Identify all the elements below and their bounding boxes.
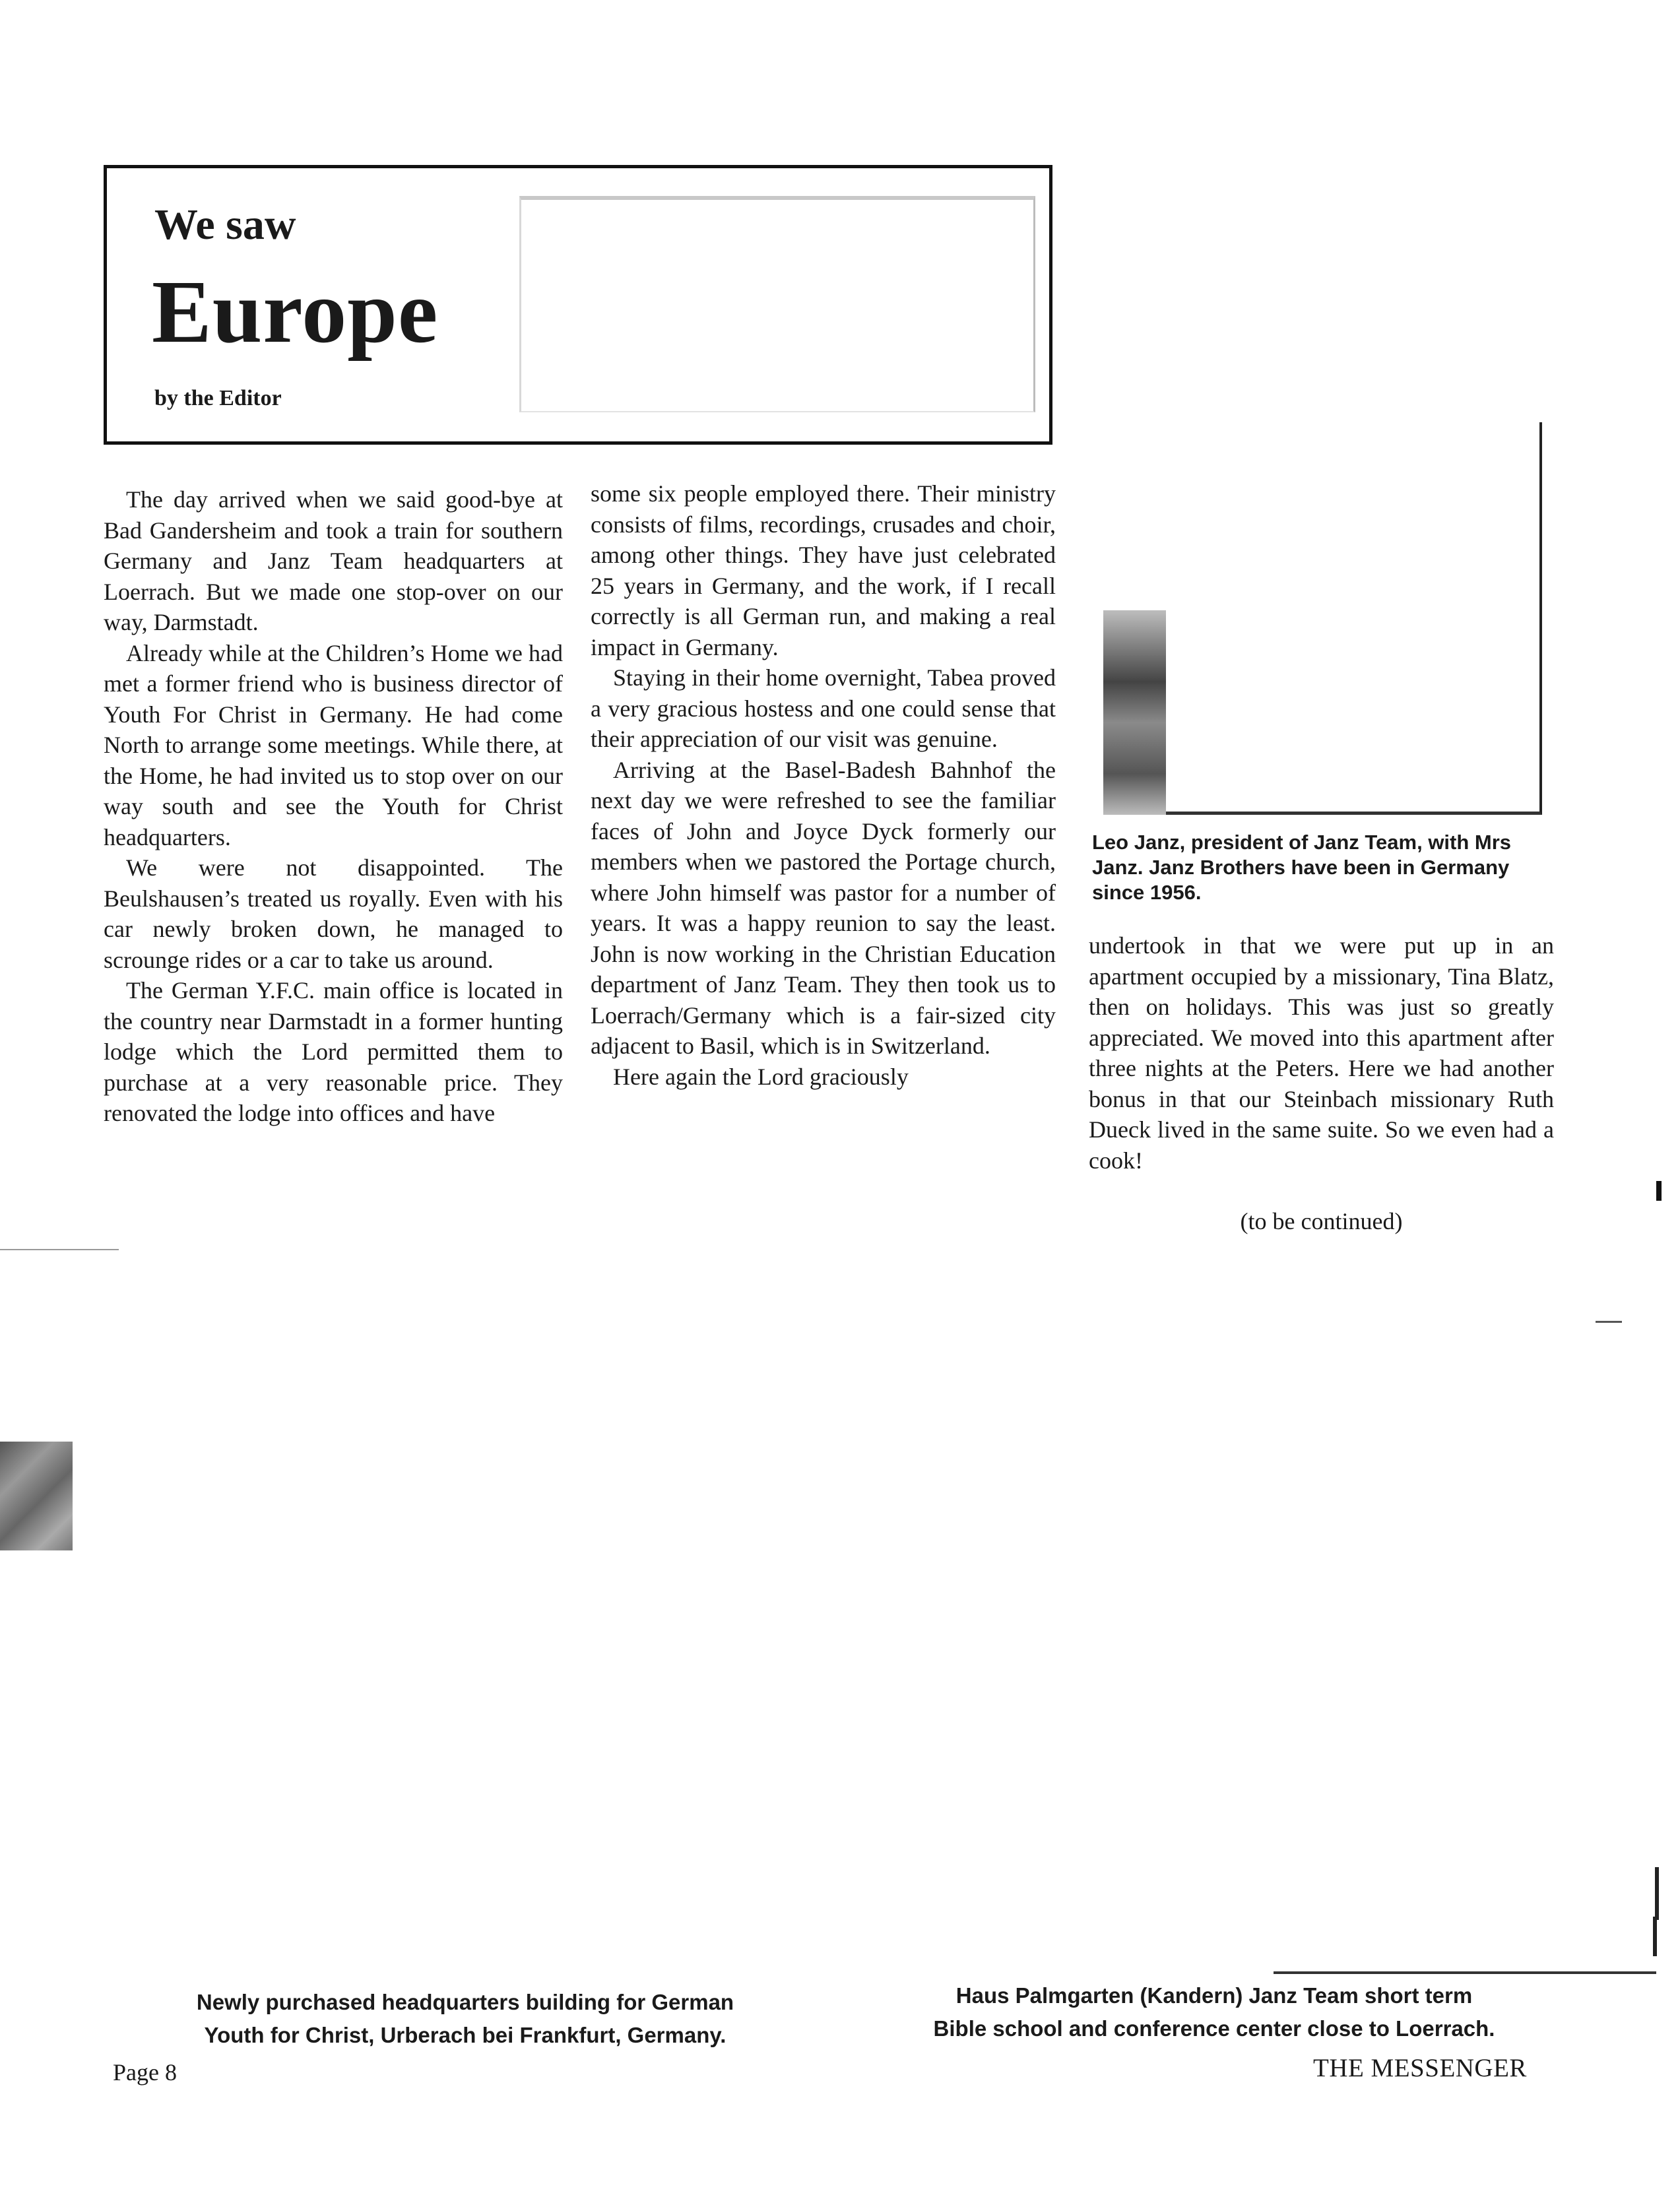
paragraph: We were not disappointed. The Beulshausen’s treated us royally. Even with his car newly broken down, he managed to scrounge rides or a car to take us around. [104,854,563,973]
title-photo [519,196,1035,412]
article-headline: Europe [152,263,439,362]
caption-yfc-headquarters [102,1986,828,2052]
photo-leo-janz [1103,422,1542,815]
paragraph: some six people employed there. Their ministry consists of films, recordings, crusades and choir, among other things. They have just celebrated 25 years in Germany, and the work, if I recall correctly is all German run, and making a real impact in Germany. [591,480,1056,660]
caption-line: Bible school and conference center close to Loerrach. [933,2016,1495,2041]
caption-line: Haus Palmgarten (Kandern) Janz Team short term [955,1983,1473,2008]
page-number: Page 8 [113,2059,177,2086]
caption-leo-janz: Leo Janz, president of Janz Team, with Mrs Janz. Janz Brothers have been in Germany since 1956. [1092,831,1512,904]
scan-artifact [0,1442,73,1550]
scan-mark [1653,1917,1657,1956]
scan-mark [1656,1181,1662,1201]
article-column-1 [104,484,563,1129]
caption-haus-palmgarten [851,1979,1577,2045]
scan-mark [1596,1321,1622,1323]
paragraph: Already while at the Children’s Home we had met a former friend who is business director of Youth For Christ in Germany. He had come North to arrange some meetings. While there, at the Home, he had invited us to stop over on our way south and see the Youth for Christ headquarters. [104,639,563,850]
caption-line: Youth for Christ, Urberach bei Frankfurt, Germany. [204,2023,727,2047]
to-be-continued: (to be continued) [1240,1208,1403,1234]
photo-haus-edge [1274,1971,1656,1974]
article-column-2 [591,478,1056,1092]
article-byline: by the Editor [154,386,282,410]
scan-mark [1655,1867,1659,1920]
photo-edge [1103,610,1166,815]
paragraph: Staying in their home overnight, Tabea proved a very gracious hostess and one could sense that their appreciation of our visit was genuine. [591,664,1056,752]
article-kicker: We saw [154,201,296,249]
publication-name: THE MESSENGER [1313,2054,1527,2082]
caption-line: Newly purchased headquarters building for German [196,1990,734,2014]
title-box [104,165,1052,445]
photo-yfc-edge [0,1249,119,1250]
paragraph: Here again the Lord graciously [613,1063,909,1090]
paragraph: Arriving at the Basel-Badesh Bahnhof the next day we were refreshed to see the familiar faces of John and Joyce Dyck formerly our members when we pastored the Portage church, where John himself was pastor for a number of years. It was a happy reunion to say the least. John is now working in the Christian Education department of Janz Team. They then took us to Loerrach/Germany which is a fair-sized city adjacent to Basil, which is in Switzerland. [591,756,1056,1059]
article-column-3 [1089,930,1554,1176]
paragraph: The German Y.F.C. main office is located in the country near Darmstadt in a former hunting lodge which the Lord permitted them to purchase at a very reasonable price. They renovated the lodge into offices and have [104,977,563,1126]
paragraph: undertook in that we were put up in an apartment occupied by a missionary, Tina Blatz, then on holidays. This was just so greatly appreciated. We moved into this apartment after three nights at the Peters. Here we had another bonus in that our Steinbach missionary Ruth Dueck lived in the same suite. So we even had a cook! [1089,932,1554,1174]
photo-frame [1103,422,1542,815]
paragraph: The day arrived when we said good-bye at Bad Gandersheim and took a train for southern Germany and Janz Team headquarters at Loerrach. But we made one stop-over on our way, Darmstadt. [104,486,563,635]
